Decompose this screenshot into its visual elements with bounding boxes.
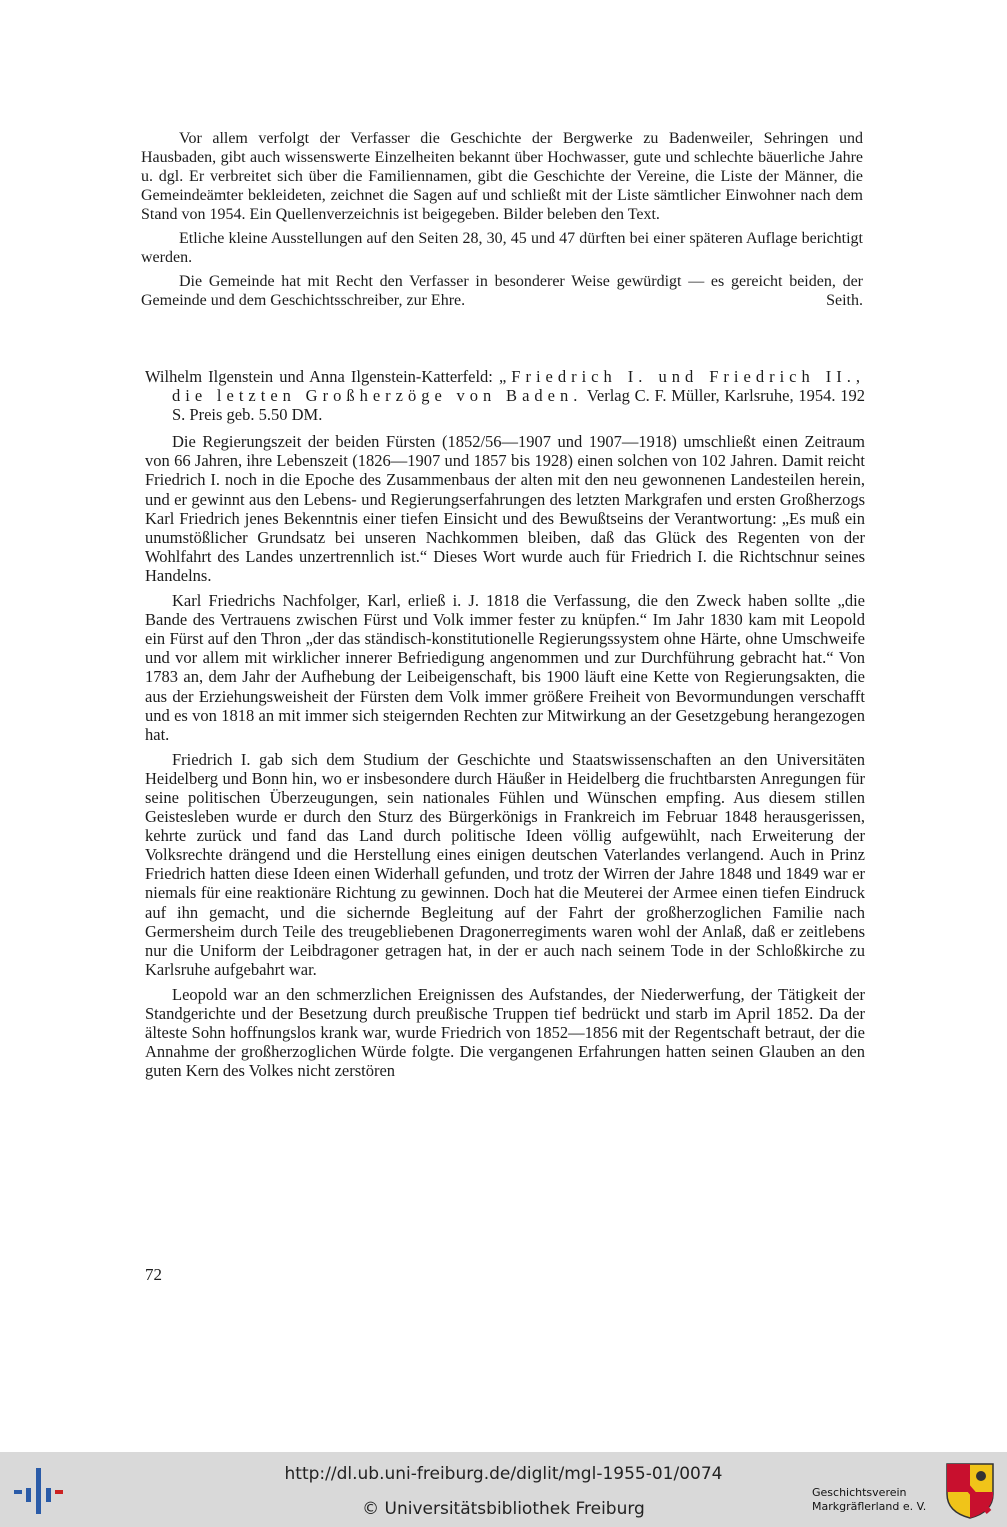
society-name <box>812 1486 942 1514</box>
society-line: Geschichtsverein <box>812 1486 907 1499</box>
paragraph: Leopold war an den schmerzlichen Ereignissen des Aufstandes, der Niederwerfung, der Tätigkeit der Standgerichte und der Besetzung durch preußische Truppen tief bedrückt und starb im April 1852. Da der älteste Sohn hoffnungslos krank war, wurde Friedrich von 1852—1856 mit der Regentschaft betraut, der die Annahme der großherzoglichen Würde folgte. Die vergangenen Erfahrungen hatten seinen Glauben an den guten Kern des Volkes nicht zerstören <box>145 984 865 1081</box>
society-line: Markgräflerland e. V. <box>812 1500 927 1513</box>
paragraph: Die Regierungszeit der beiden Fürsten (1852/56—1907 und 1907—1918) umschließt einen Zeitraum von 66 Jahren, ihre Lebenszeit (1826—1907 und 1857 bis 1928) einen solchen von 102 Jahren. Damit reicht Friedrich I. noch in die Epoche des Zusammenbaus der alten mit den neu gewonnenen Landesteilen herein, und er gewinnt aus den Lebens- und Regierungserfahrungen des letzten Markgrafen und ersten Großherzogs Karl Friedrich jenes Bekenntnis einer tiefen Einsicht und des Bewußtseins der Verantwortung: „Es muß ein unumstößlicher Grundsatz bei unseren Nachkommen bleiben, daß das Glück des Regenten von der Wohlfahrt des Landes unzertrennlich ist.“ Dieses Wort wurde auch für Friedrich I. die Richtschnur seines Handelns. <box>145 432 865 585</box>
page-number: 72 <box>145 1265 162 1284</box>
paragraph: Friedrich I. gab sich dem Studium der Geschichte und Staatswissenschaften an den Universitäten Heidelberg und Bonn hin, wo er insbesondere durch Häußer in Heidelberg die fruchtbarsten Anregungen für seine politischen Überzeugungen, sein nationales Fühlen und Wünschen empfing. Aus diesem stillen Geistesleben wurde er durch den Sturz des Bürgerkönigs in Frankreich im Februar 1848 herausgerissen, kehrte zurück und fand das Land durch politische Ideen völlig aufgewühlt, nach Erweiterung der Volksrechte drängend und die Herstellung eines einigen deutschen Vaterlandes verlangend. Auch in Prinz Friedrich hatten diese Ideen einen Widerhall gefunden, und trotz der Wirren der Jahre 1848 und 1849 war er niemals für eine reaktionäre Richtung zu gewinnen. Doch hat die Meuterei der Armee einen tiefen Eindruck auf ihn gemacht, und die sichernde Begleitung auf der Fahrt der großherzoglichen Familie nach Germersheim durch Teile des treugebliebenen Dragonerregiments waren wohl der Anlaß, daß er zeitlebens nur die Uniform der Leibdragoner getragen hat, in der er auch nach seinem Tode in der Schloßkirche zu Karlsruhe aufgebahrt war. <box>145 749 865 979</box>
book-publisher: Verlag C. F. Müller, Karlsruhe, 1954. 192 S. Preis geb. 5.50 DM. <box>172 386 865 425</box>
paragraph-text: Die Gemeinde hat mit Recht den Verfasser in besonderer Weise gewürdigt — es gereicht beiden, der Gemeinde und dem Geschichtsschreiber, zur Ehre. <box>141 273 863 309</box>
paragraph <box>141 272 863 310</box>
book-authors: Wilhelm Ilgenstein und Anna Ilgenstein-Katterfeld: <box>145 367 493 386</box>
book-title: „Friedrich I. und Friedrich II., die letzten Großherzöge von Baden. <box>172 367 866 406</box>
paragraph: Vor allem verfolgt der Verfasser die Geschichte der Bergwerke zu Badenweiler, Sehringen und Hausbaden, gibt auch wissenswerte Einzelheiten bekannt über Hochwasser, gute und schlechte bäuerliche Jahre u. dgl. Er verbreitet sich über die Familiennamen, gibt die Geschichte der Vereine, die Liste der Männer, die Gemeindeämter bekleideten, zeichnet die Sagen auf und schließt mit der Liste sämtlicher Einwohner nach dem Stand von 1954. Ein Quellenverzeichnis ist beigegeben. Bilder beleben den Text. <box>141 130 863 223</box>
reviewer-signature: Seith. <box>826 292 863 309</box>
paragraph: Etliche kleine Ausstellungen auf den Seiten 28, 30, 45 und 47 dürften bei einer späteren Auflage berichtigt werden. <box>141 230 863 266</box>
paragraph: Karl Friedrichs Nachfolger, Karl, erließ i. J. 1818 die Verfassung, die den Zweck haben sollte „die Bande des Vertrauens zwischen Fürst und Volk immer fester zu knüpfen.“ Im Jahr 1830 kam mit Leopold ein Fürst auf den Thron „der das ständisch-konstitutionelle Regierungssystem ohne Härte, ohne Umschweife und vor allem mit wirklicher innerer Befriedigung angenommen und zur Durchführung gebracht hat.“ Von 1783 an, dem Jahr der Aufhebung der Leibeigenschaft, bis 1900 läuft eine Kette von Regierungsakten, die aus der Erziehungsweisheit der Fürsten dem Volk immer größere Freiheit von Bevormundungen verschafft und es von 1818 an mit immer sich steigernden Rechten zur Mitwirkung an der Gesetzgebung herangezogen hat. <box>145 591 865 744</box>
footer-bar <box>0 1452 1007 1527</box>
copyright-notice: © Universitätsbibliothek Freiburg <box>362 1499 645 1519</box>
book-review <box>145 367 865 1086</box>
markgraeflerland-crest-icon[interactable] <box>945 1462 995 1520</box>
previous-review-ending <box>141 129 863 315</box>
document-url-link[interactable]: http://dl.ub.uni-freiburg.de/diglit/mgl-1955-01/0074 <box>284 1464 723 1484</box>
review-heading <box>145 367 865 424</box>
